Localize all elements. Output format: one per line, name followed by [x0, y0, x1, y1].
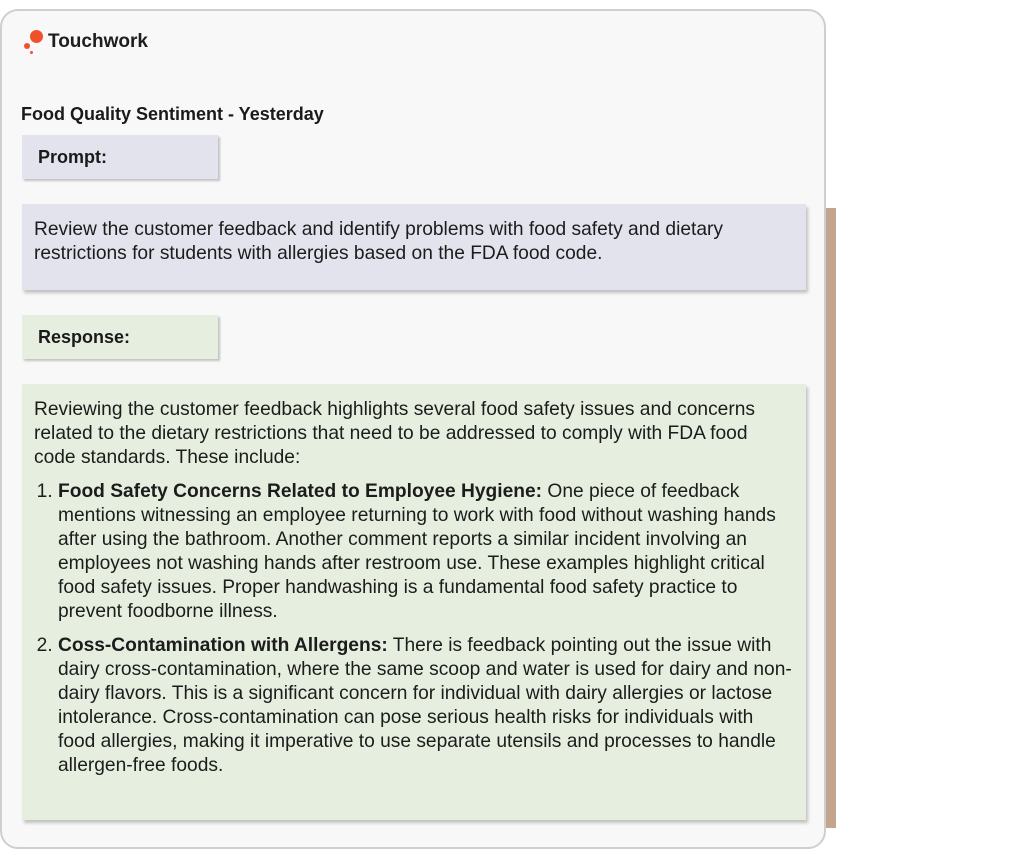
prompt-text: Review the customer feedback and identify problems with food safety and dietary restrictions for students with allergies based on the FDA food code.: [22, 204, 806, 290]
brand-name: Touchwork: [48, 31, 148, 52]
list-item: [58, 634, 792, 778]
response-list: [34, 480, 792, 778]
brand-header: [22, 27, 148, 57]
response-intro: Reviewing the customer feedback highlights several food safety issues and concerns related to the dietary restrictions that need to be addressed to comply with FDA food code standards. These include:: [34, 399, 755, 468]
list-item-body: One piece of feedback mentions witnessing an employee returning to work with food without washing hands after using the bathroom. Another comment reports a similar incident involving an employees not washing hands after restroom use. These examples highlight critical food safety issues. Proper handwashing is a fundamental food safety practice to prevent foodborne illness.: [58, 481, 776, 622]
chat-card: [0, 9, 826, 849]
list-item-body: There is feedback pointing out the issue with dairy cross-contamination, where the same scoop and water is used for dairy and non-dairy flavors. This is a significant concern for individual with dairy allergies or lactose intolerance. Cross-contamination can pose serious health risks for individuals with food allergies, making it imperative to use separate utensils and processes to handle allergen-free foods.: [58, 635, 792, 776]
list-item-heading: Food Safety Concerns Related to Employee Hygiene:: [58, 481, 543, 502]
touchwork-logo-icon: [22, 27, 44, 57]
page-title: Food Quality Sentiment - Yesterday: [21, 104, 324, 124]
response-body: [22, 384, 806, 820]
list-item-heading: Coss-Contamination with Allergens:: [58, 635, 388, 656]
prompt-label: Prompt:: [22, 135, 218, 179]
response-label: Response:: [22, 315, 218, 359]
list-item: [58, 480, 792, 624]
